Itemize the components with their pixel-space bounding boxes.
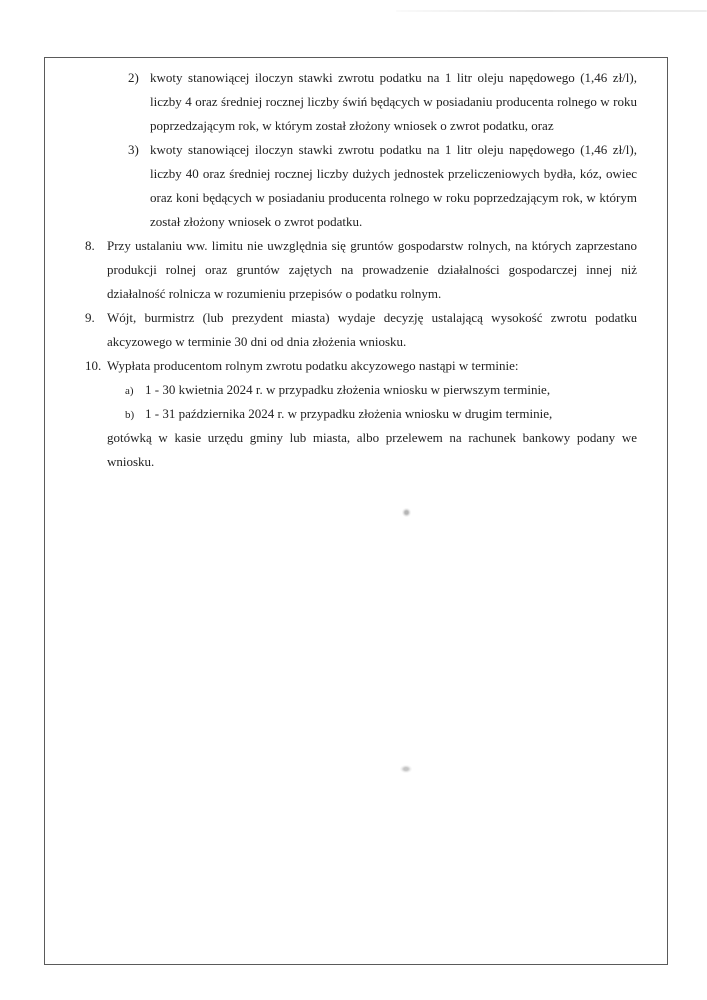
list-item-3 [128,138,637,234]
list-item-10 [85,354,637,378]
list-item-marker: a) [125,385,134,397]
list-item-continuation [85,426,637,474]
scan-artifact-line [396,10,707,12]
list-item-marker: 9. [85,310,95,325]
list-item-b [125,402,637,426]
list-item-text: Przy ustalaniu ww. limitu nie uwzględnia się gruntów gospodarstw rolnych, na których zaprzestano produkcji rolnej oraz gruntów zajętych na prowadzenie działalności gospodarczej innej niż działalność rolnicza w rozumieniu przepisów o podatku rolnym. [107,238,637,301]
scan-artifact-dot [402,508,411,517]
list-item-text: kwoty stanowiącej iloczyn stawki zwrotu podatku na 1 litr oleju napędowego (1,46 zł/l), liczby 4 oraz średniej rocznej liczby świń będących w posiadaniu producenta rolnego w roku poprzedzającym rok, w którym został złożony wniosek o zwrot podatku, oraz [150,70,637,133]
list-item-marker: 8. [85,238,95,253]
list-item-text: Wypłata producentom rolnym zwrotu podatku akcyzowego nastąpi w terminie: [107,358,519,373]
document-body [85,66,637,474]
list-item-text: kwoty stanowiącej iloczyn stawki zwrotu podatku na 1 litr oleju napędowego (1,46 zł/l), liczby 40 oraz średniej rocznej liczby dużych jednostek przeliczeniowych bydła, kóz, owiec oraz koni będących w posiadaniu producenta rolnego w roku poprzedzającym rok, w którym został złożony wniosek o zwrot podatku. [150,142,637,229]
list-item-marker: 3) [128,142,139,157]
list-item-text: gotówką w kasie urzędu gminy lub miasta, albo przelewem na rachunek bankowy podany we wniosku. [107,430,637,469]
list-item-text: 1 - 30 kwietnia 2024 r. w przypadku złożenia wniosku w pierwszym terminie, [145,382,551,397]
list-item-2 [128,66,637,138]
list-item-9 [85,306,637,354]
list-item-text: Wójt, burmistrz (lub prezydent miasta) wydaje decyzję ustalającą wysokość zwrotu podatku akcyzowego w terminie 30 dni od dnia złożenia wniosku. [107,310,637,349]
list-item-8 [85,234,637,306]
list-item-marker: 2) [128,70,139,85]
list-item-text: 1 - 31 października 2024 r. w przypadku złożenia wniosku w drugim terminie, [145,406,553,421]
list-item-a [125,378,637,402]
list-item-marker: 10. [85,358,102,373]
scan-artifact-dot [400,765,412,773]
list-item-marker: b) [125,409,135,421]
